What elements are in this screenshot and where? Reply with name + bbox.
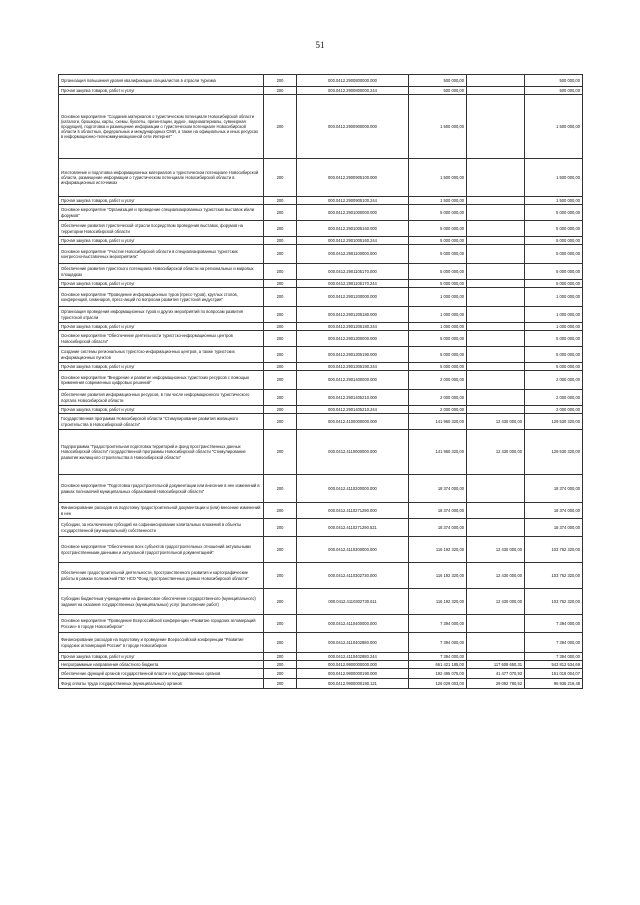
cell-a1: 5 000 000,00 bbox=[409, 280, 467, 288]
cell-a1: 500 000,00 bbox=[409, 75, 467, 87]
cell-a1: 5 000 000,00 bbox=[409, 331, 467, 347]
cell-a1: 1 500 000,00 bbox=[409, 95, 467, 159]
table-row bbox=[59, 615, 583, 633]
cell-name: Основное мероприятие "Организация и проведение специализированных туристских выставок и/или форумов" bbox=[59, 205, 264, 221]
cell-kcsr: 000.0412.2901105170.000 bbox=[297, 264, 409, 280]
cell-a2: 12 430 000,00 bbox=[467, 589, 525, 615]
cell-code: 200 bbox=[264, 363, 297, 371]
cell-a3: 5 000 000,00 bbox=[525, 221, 583, 237]
cell-a2 bbox=[467, 519, 525, 537]
cell-a3: 96 936 219,48 bbox=[525, 679, 583, 689]
table-row bbox=[59, 307, 583, 323]
cell-code: 200 bbox=[264, 75, 297, 87]
cell-a2 bbox=[467, 323, 525, 331]
cell-a3: 1 500 000,00 bbox=[525, 159, 583, 197]
cell-code: 200 bbox=[264, 87, 297, 95]
table-row bbox=[59, 264, 583, 280]
table-row bbox=[59, 363, 583, 371]
table-row bbox=[59, 323, 583, 331]
cell-kcsr: 000.0412.2901405210.244 bbox=[297, 406, 409, 414]
cell-a1: 5 000 000,00 bbox=[409, 221, 467, 237]
table-row bbox=[59, 563, 583, 589]
cell-a1: 18 374 000,00 bbox=[409, 519, 467, 537]
cell-a2 bbox=[467, 615, 525, 633]
table-row bbox=[59, 475, 583, 503]
cell-name: Прочая закупка товаров, работ и услуг bbox=[59, 237, 264, 245]
cell-kcsr: 000.0412.2901000000.000 bbox=[297, 205, 409, 221]
cell-a2: 41 477 070,93 bbox=[467, 669, 525, 679]
cell-a3: 2 000 000,00 bbox=[525, 371, 583, 390]
cell-code: 200 bbox=[264, 159, 297, 197]
table-row bbox=[59, 95, 583, 159]
cell-a3: 1 500 000,00 bbox=[525, 197, 583, 205]
cell-a2 bbox=[467, 221, 525, 237]
cell-name: Основное мероприятие "Проведение информационных туров (пресс-туров), круглых столов, конференций, семинаров, пресс-акций по вопросам развития туристской индустрии" bbox=[59, 288, 264, 307]
cell-code: 200 bbox=[264, 264, 297, 280]
table-row bbox=[59, 390, 583, 406]
cell-a2: 29 092 780,52 bbox=[467, 679, 525, 689]
table-row bbox=[59, 633, 583, 653]
cell-a1: 1 000 000,00 bbox=[409, 288, 467, 307]
cell-kcsr: 000.0412.2901400000.000 bbox=[297, 371, 409, 390]
cell-a2 bbox=[467, 390, 525, 406]
cell-a2 bbox=[467, 633, 525, 653]
cell-name: Основное мероприятие "Обеспечение деятельности туристско-информационных центров Новосибирской области" bbox=[59, 331, 264, 347]
cell-a1: 5 000 000,00 bbox=[409, 264, 467, 280]
cell-name: Основное мероприятие "Обеспечение всех субъектов градостроительных отношений актуальными пространственными данными и актуальной градостроительной документацией" bbox=[59, 537, 264, 563]
cell-a2: 12 430 000,00 bbox=[467, 430, 525, 475]
cell-code: 200 bbox=[264, 331, 297, 347]
cell-name: Прочая закупка товаров, работ и услуг bbox=[59, 87, 264, 95]
table-row bbox=[59, 288, 583, 307]
cell-a2 bbox=[467, 288, 525, 307]
table-row bbox=[59, 75, 583, 87]
cell-a3: 5 000 000,00 bbox=[525, 245, 583, 264]
cell-a3: 500 000,00 bbox=[525, 75, 583, 87]
cell-name: Прочая закупка товаров, работ и услуг bbox=[59, 653, 264, 661]
cell-name: Организация проведения информационных туров и других мероприятий по вопросам развития туристской отрасли bbox=[59, 307, 264, 323]
cell-kcsr: 000.0412.4100000000.000 bbox=[297, 414, 409, 430]
cell-kcsr: 000.0412.2901205180.244 bbox=[297, 323, 409, 331]
cell-a2 bbox=[467, 363, 525, 371]
cell-a1: 1 000 000,00 bbox=[409, 323, 467, 331]
cell-name: Прочая закупка товаров, работ и услуг bbox=[59, 197, 264, 205]
cell-a2 bbox=[467, 197, 525, 205]
cell-a1: 1 500 000,00 bbox=[409, 197, 467, 205]
cell-kcsr: 000.0412.2901205180.000 bbox=[297, 307, 409, 323]
cell-a2 bbox=[467, 307, 525, 323]
cell-kcsr: 000.0412.2900800000.000 bbox=[297, 75, 409, 87]
cell-a2: 12 430 000,00 bbox=[467, 537, 525, 563]
table-row bbox=[59, 197, 583, 205]
cell-a2 bbox=[467, 245, 525, 264]
cell-a1: 1 500 000,00 bbox=[409, 159, 467, 197]
cell-kcsr: 000.0412.4110302730.000 bbox=[297, 563, 409, 589]
cell-a3: 129 530 320,00 bbox=[525, 414, 583, 430]
cell-code: 200 bbox=[264, 589, 297, 615]
table-row bbox=[59, 414, 583, 430]
table-row bbox=[59, 679, 583, 689]
cell-kcsr: 000.0412.4110000000.000 bbox=[297, 430, 409, 475]
cell-a1: 141 960 320,00 bbox=[409, 430, 467, 475]
cell-name: Государственная программа Новосибирской области "Стимулирование развития жилищного строительства в Новосибирской области" bbox=[59, 414, 264, 430]
cell-a2 bbox=[467, 371, 525, 390]
page-number: 51 bbox=[315, 40, 325, 50]
cell-a3: 7 394 000,00 bbox=[525, 615, 583, 633]
cell-a2 bbox=[467, 331, 525, 347]
cell-a1: 192 495 075,00 bbox=[409, 669, 467, 679]
cell-code: 200 bbox=[264, 288, 297, 307]
cell-code: 200 bbox=[264, 390, 297, 406]
cell-a1: 500 000,00 bbox=[409, 87, 467, 95]
cell-name: Основное мероприятие "Проведение Всероссийской конференции «Развитие городских агломераций России» в городе Новосибирске" bbox=[59, 615, 264, 633]
table-row bbox=[59, 280, 583, 288]
cell-a3: 5 000 000,00 bbox=[525, 363, 583, 371]
cell-a3: 1 000 000,00 bbox=[525, 307, 583, 323]
cell-kcsr: 000.0412.2901005160.000 bbox=[297, 221, 409, 237]
cell-code: 200 bbox=[264, 669, 297, 679]
cell-name: Субсидии, за исключением субсидий на софинансирование капитальных вложений в объекты государственной (муниципальной) собственности bbox=[59, 519, 264, 537]
cell-a2 bbox=[467, 280, 525, 288]
cell-a2 bbox=[467, 503, 525, 519]
cell-a2 bbox=[467, 347, 525, 363]
table-row bbox=[59, 205, 583, 221]
cell-name: Прочая закупка товаров, работ и услуг bbox=[59, 406, 264, 414]
cell-name: Обеспечение градостроительной деятельности, пространственного развития и картографические работы в рамках полномочий ГБУ НСО "Фонд пространственных данных Новосибирской области" bbox=[59, 563, 264, 589]
cell-kcsr: 000.0412.4110402880.244 bbox=[297, 653, 409, 661]
cell-code: 200 bbox=[264, 475, 297, 503]
cell-name: Создание системы региональных туристско-информационных центров, а также туристских информационных пунктов bbox=[59, 347, 264, 363]
cell-a2 bbox=[467, 475, 525, 503]
cell-a2: 117 608 650,31 bbox=[467, 661, 525, 669]
cell-a3: 2 000 000,00 bbox=[525, 390, 583, 406]
cell-a3: 1 000 000,00 bbox=[525, 288, 583, 307]
cell-kcsr: 000.0412.9900000190.121 bbox=[297, 679, 409, 689]
cell-code: 200 bbox=[264, 371, 297, 390]
cell-a1: 5 000 000,00 bbox=[409, 363, 467, 371]
cell-a1: 7 394 000,00 bbox=[409, 653, 467, 661]
cell-code: 200 bbox=[264, 347, 297, 363]
cell-kcsr: 000.0412.2901100000.000 bbox=[297, 245, 409, 264]
table-row bbox=[59, 661, 583, 669]
cell-code: 200 bbox=[264, 633, 297, 653]
table-row bbox=[59, 406, 583, 414]
cell-a2 bbox=[467, 237, 525, 245]
cell-code: 200 bbox=[264, 323, 297, 331]
cell-a3: 500 000,00 bbox=[525, 87, 583, 95]
table-row bbox=[59, 237, 583, 245]
cell-kcsr: 000.0412.2901405210.000 bbox=[297, 390, 409, 406]
cell-name: Обеспечение развития туристского потенциала Новосибирской области на региональных и мировых площадках bbox=[59, 264, 264, 280]
cell-a1: 116 192 320,00 bbox=[409, 589, 467, 615]
cell-name: Фонд оплаты труда государственных (муниципальных) органов bbox=[59, 679, 264, 689]
cell-a3: 103 762 320,00 bbox=[525, 537, 583, 563]
table-row bbox=[59, 519, 583, 537]
cell-kcsr: 000.0412.2900905100.244 bbox=[297, 197, 409, 205]
cell-code: 200 bbox=[264, 280, 297, 288]
cell-name: Непрограммные направления областного бюджета bbox=[59, 661, 264, 669]
cell-a3: 103 762 320,00 bbox=[525, 563, 583, 589]
cell-kcsr: 000.0412.2900905100.000 bbox=[297, 159, 409, 197]
cell-a3: 7 394 000,00 bbox=[525, 633, 583, 653]
cell-a3: 151 018 004,07 bbox=[525, 669, 583, 679]
cell-a3: 18 374 000,00 bbox=[525, 503, 583, 519]
cell-a3: 5 000 000,00 bbox=[525, 331, 583, 347]
cell-name: Прочая закупка товаров, работ и услуг bbox=[59, 323, 264, 331]
cell-a1: 18 374 000,00 bbox=[409, 475, 467, 503]
cell-name: Организация повышения уровня квалификации специалистов в отрасли туризма bbox=[59, 75, 264, 87]
cell-a1: 5 000 000,00 bbox=[409, 347, 467, 363]
cell-name: Основное мероприятие "Создание материалов о туристическом потенциале Новосибирской области (каталоги, брошюры, карты, схемы, буклеты, презентации, аудио-, видеоматериалы, сувенирная продукция), подготовка и размещение информации о туристическом потенциале Новосибирской области в областных, федеральных и международных СМИ, а также на официальных и иных ресурсах в информационно-телекоммуникационной сети Интернет" bbox=[59, 95, 264, 159]
cell-code: 200 bbox=[264, 245, 297, 264]
cell-a3: 7 394 000,00 bbox=[525, 653, 583, 661]
cell-kcsr: 000.0412.4110200000.000 bbox=[297, 475, 409, 503]
cell-a3: 18 374 000,00 bbox=[525, 519, 583, 537]
cell-a1: 2 000 000,00 bbox=[409, 406, 467, 414]
table-row bbox=[59, 503, 583, 519]
cell-a1: 5 000 000,00 bbox=[409, 245, 467, 264]
cell-code: 200 bbox=[264, 653, 297, 661]
cell-kcsr: 000.0412.4110271290.000 bbox=[297, 503, 409, 519]
cell-kcsr: 000.0412.4110400000.000 bbox=[297, 615, 409, 633]
table-row bbox=[59, 159, 583, 197]
table-row bbox=[59, 221, 583, 237]
cell-kcsr: 000.0412.2901300000.000 bbox=[297, 331, 409, 347]
cell-a2 bbox=[467, 159, 525, 197]
cell-kcsr: 000.0412.4110300000.000 bbox=[297, 537, 409, 563]
cell-name: Финансирование расходов на подготовку градостроительной документации и (или) внесение изменений в нее bbox=[59, 503, 264, 519]
cell-kcsr: 000.0412.2901105170.244 bbox=[297, 280, 409, 288]
cell-name: Прочая закупка товаров, работ и услуг bbox=[59, 363, 264, 371]
cell-name: Основное мероприятие "Внедрение и развитие информационных туристских ресурсов с помощью применения современных цифровых решений" bbox=[59, 371, 264, 390]
cell-kcsr: 000.0412.2900800000.244 bbox=[297, 87, 409, 95]
cell-name: Подпрограмма "Градостроительная подготовка территорий и фонд пространственных данных Новосибирской области" государственной программы Новосибирской области "Стимулирование развития жилищного строительства в Новосибирской области" bbox=[59, 430, 264, 475]
cell-a3: 5 000 000,00 bbox=[525, 347, 583, 363]
cell-kcsr: 000.0412.4110271290.521 bbox=[297, 519, 409, 537]
cell-a1: 7 394 000,00 bbox=[409, 633, 467, 653]
cell-a1: 1 000 000,00 bbox=[409, 307, 467, 323]
cell-kcsr: 000.0412.2901305190.244 bbox=[297, 363, 409, 371]
cell-code: 200 bbox=[264, 615, 297, 633]
cell-a3: 543 812 534,69 bbox=[525, 661, 583, 669]
cell-code: 200 bbox=[264, 537, 297, 563]
cell-a3: 103 762 320,00 bbox=[525, 589, 583, 615]
cell-kcsr: 000.0412.9900000000.000 bbox=[297, 661, 409, 669]
cell-code: 200 bbox=[264, 95, 297, 159]
cell-kcsr: 000.0412.2901005160.244 bbox=[297, 237, 409, 245]
cell-a3: 5 000 000,00 bbox=[525, 237, 583, 245]
cell-a2: 12 430 000,00 bbox=[467, 563, 525, 589]
cell-kcsr: 000.0412.2901200000.000 bbox=[297, 288, 409, 307]
cell-a1: 116 192 320,00 bbox=[409, 563, 467, 589]
cell-a1: 141 960 320,00 bbox=[409, 414, 467, 430]
cell-name: Субсидии бюджетным учреждениям на финансовое обеспечение государственного (муниципального) задания на оказание государственных (муниципальных) услуг (выполнение работ) bbox=[59, 589, 264, 615]
cell-a1: 2 000 000,00 bbox=[409, 390, 467, 406]
cell-name: Обеспечение развития туристической отрасли посредством проведения выставок, форумов на территории Новосибирской области bbox=[59, 221, 264, 237]
cell-kcsr: 000.0412.2901305190.000 bbox=[297, 347, 409, 363]
cell-kcsr: 000.0412.9900000190.000 bbox=[297, 669, 409, 679]
table-row bbox=[59, 245, 583, 264]
cell-a2 bbox=[467, 87, 525, 95]
cell-code: 200 bbox=[264, 679, 297, 689]
cell-a3: 18 374 000,00 bbox=[525, 475, 583, 503]
table-row bbox=[59, 537, 583, 563]
cell-kcsr: 000.0412.4110402880.000 bbox=[297, 633, 409, 653]
cell-name: Обеспечение функций органов государственной власти и государственных органов bbox=[59, 669, 264, 679]
cell-a3: 5 000 000,00 bbox=[525, 280, 583, 288]
cell-a3: 5 000 000,00 bbox=[525, 264, 583, 280]
table-row bbox=[59, 371, 583, 390]
cell-name: Основное мероприятие "Подготовка градостроительной документации или внесение в нее изменений в рамках полномочий муниципальных образований Новосибирской области" bbox=[59, 475, 264, 503]
cell-a3: 1 000 000,00 bbox=[525, 323, 583, 331]
cell-code: 200 bbox=[264, 414, 297, 430]
cell-a2 bbox=[467, 264, 525, 280]
cell-a1: 5 000 000,00 bbox=[409, 205, 467, 221]
cell-name: Основное мероприятие "Участие Новосибирской области в специализированных туристских конгрессно-выставочных мероприятиях" bbox=[59, 245, 264, 264]
cell-name: Прочая закупка товаров, работ и услуг bbox=[59, 280, 264, 288]
cell-code: 200 bbox=[264, 563, 297, 589]
cell-code: 200 bbox=[264, 519, 297, 537]
cell-a3: 2 000 000,00 bbox=[525, 406, 583, 414]
cell-kcsr: 000.0412.4110302730.611 bbox=[297, 589, 409, 615]
cell-code: 200 bbox=[264, 197, 297, 205]
cell-name: Финансирование расходов на подготовку и проведение Всероссийской конференции "Развитие городских агломераций России" в городе Новосибирске bbox=[59, 633, 264, 653]
budget-table bbox=[58, 74, 583, 689]
cell-code: 200 bbox=[264, 221, 297, 237]
cell-name: Изготовление и подготовка информационных материалов о туристическом потенциале Новосибирской области, размещение информации о туристическом потенциале Новосибирской области в информационных источниках bbox=[59, 159, 264, 197]
cell-a2 bbox=[467, 75, 525, 87]
table-row bbox=[59, 331, 583, 347]
cell-name: Обеспечение развития информационных ресурсов, в том числе информационного туристического портала Новосибирской области bbox=[59, 390, 264, 406]
table-row bbox=[59, 347, 583, 363]
cell-code: 200 bbox=[264, 503, 297, 519]
cell-a2 bbox=[467, 406, 525, 414]
cell-a1: 116 192 320,00 bbox=[409, 537, 467, 563]
cell-a1: 7 394 000,00 bbox=[409, 615, 467, 633]
cell-code: 200 bbox=[264, 661, 297, 669]
cell-a1: 661 421 185,00 bbox=[409, 661, 467, 669]
cell-a1: 2 000 000,00 bbox=[409, 371, 467, 390]
cell-a1: 18 374 000,00 bbox=[409, 503, 467, 519]
cell-a1: 5 000 000,00 bbox=[409, 237, 467, 245]
cell-a3: 129 530 320,00 bbox=[525, 430, 583, 475]
cell-code: 200 bbox=[264, 430, 297, 475]
cell-code: 200 bbox=[264, 406, 297, 414]
cell-a3: 1 500 000,00 bbox=[525, 95, 583, 159]
cell-a2 bbox=[467, 205, 525, 221]
cell-kcsr: 000.0412.2900900000.000 bbox=[297, 95, 409, 159]
cell-code: 200 bbox=[264, 205, 297, 221]
table-row bbox=[59, 87, 583, 95]
cell-a2 bbox=[467, 95, 525, 159]
cell-code: 200 bbox=[264, 307, 297, 323]
cell-a1: 126 029 003,00 bbox=[409, 679, 467, 689]
table-row bbox=[59, 430, 583, 475]
table-row bbox=[59, 653, 583, 661]
cell-a2 bbox=[467, 653, 525, 661]
cell-a3: 5 000 000,00 bbox=[525, 205, 583, 221]
table-row bbox=[59, 589, 583, 615]
cell-code: 200 bbox=[264, 237, 297, 245]
table-row bbox=[59, 669, 583, 679]
cell-a2: 12 430 000,00 bbox=[467, 414, 525, 430]
